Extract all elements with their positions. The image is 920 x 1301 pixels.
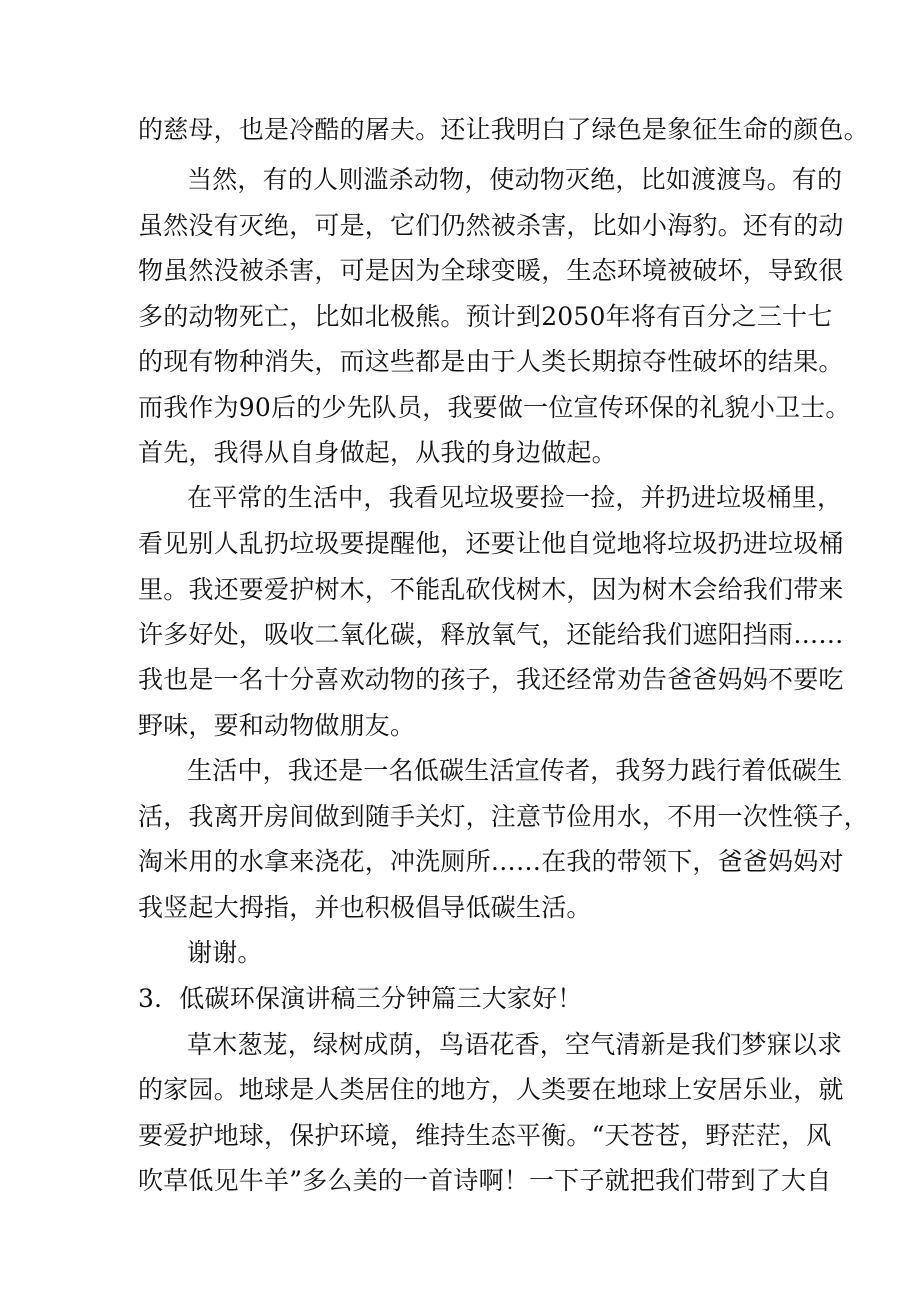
text-line-8: 首先，我得从自身做起，从我的身边做起。: [138, 438, 617, 467]
text-line-21: 草木葱茏，绿树成荫，鸟语花香，空气清新是我们梦寐以求: [187, 1030, 843, 1059]
text-line-24: 吹草低见牛羊”多么美的一首诗啊！一下子就把我们带到了大自: [138, 1166, 832, 1195]
text-line-22: 的家园。地球是人类居住的地方，人类要在地球上安居乐业，就: [138, 1075, 844, 1104]
text-line-10: 看见别人乱扔垃圾要提醒他，还要让他自觉地将垃圾扔进垃圾桶: [138, 529, 844, 558]
text-line-1: 的慈母，也是冷酷的屠夫。还让我明白了绿色是象征生命的颜色。: [138, 115, 869, 144]
text-line-18: 我竖起大拇指，并也积极倡导低碳生活。: [138, 893, 592, 922]
text-line-13: 我也是一名十分喜欢动物的孩子，我还经常劝告爸爸妈妈不要吃: [138, 665, 844, 694]
text-line-15: 生活中，我还是一名低碳生活宣传者，我努力践行着低碳生: [187, 756, 843, 785]
text-line-16: 活，我离开房间做到随手关灯，注意节俭用水，不用一次性筷子，: [138, 802, 869, 831]
text-line-2: 当然，有的人则滥杀动物，使动物灭绝，比如渡渡鸟。有的: [187, 165, 843, 194]
text-line-11: 里。我还要爱护树木，不能乱砍伐树木，因为树木会给我们带来: [138, 575, 844, 604]
text-line-14: 野味，要和动物做朋友。: [138, 711, 416, 740]
text-line-3: 虽然没有灭绝，可是，它们仍然被杀害，比如小海豹。还有的动: [138, 211, 844, 240]
text-line-19: 谢谢。: [187, 938, 263, 967]
text-line-9: 在平常的生活中，我看见垃圾要捡一捡，并扔进垃圾桶里，: [187, 483, 843, 512]
text-line-17: 淘米用的水拿来浇花，冲洗厕所……在我的带领下，爸爸妈妈对: [138, 847, 844, 876]
text-line-7: 而我作为90后的少先队员，我要做一位宣传环保的礼貌小卫士。: [138, 393, 851, 422]
text-line-6: 的现有物种消失，而这些都是由于人类长期掠夺性破坏的结果。: [138, 347, 844, 376]
text-line-23: 要爱护地球，保护环境，维持生态平衡。“天苍苍，野茫茫，风: [138, 1121, 832, 1150]
section-heading: 3．低碳环保演讲稿三分钟篇三大家好！: [138, 984, 583, 1013]
text-line-12: 许多好处，吸收二氧化碳，释放氧气，还能给我们遮阳挡雨……: [138, 620, 844, 649]
text-line-4: 物虽然没被杀害，可是因为全球变暖，生态环境被破坏，导致很: [138, 256, 844, 285]
text-line-5: 多的动物死亡，比如北极熊。预计到2050年将有百分之三十七: [138, 302, 833, 331]
